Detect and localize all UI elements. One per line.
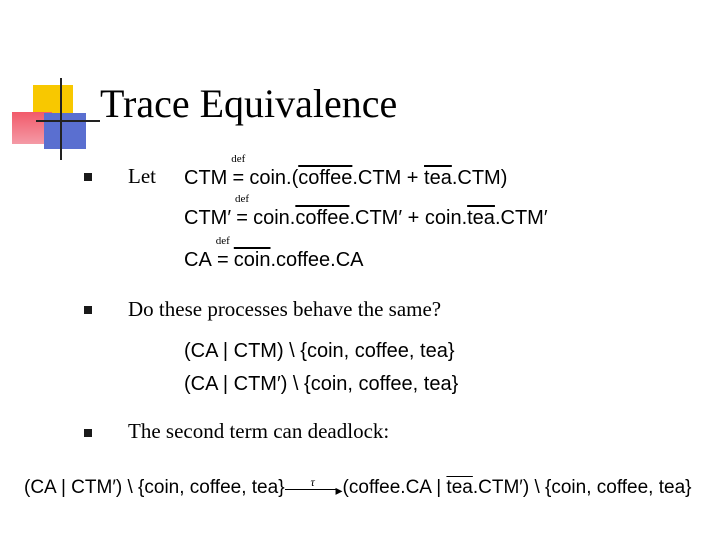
def-equals-symbol: def = [231, 153, 246, 189]
square-bullet-icon [84, 306, 92, 314]
decor-blue-square [44, 113, 86, 149]
definition-ctm-prime: CTM′ def = coin.coffee.CTM′ + $coin.\overline{tea}.CTM'$ [184, 193, 548, 229]
square-bullet-icon [84, 429, 92, 437]
deadlock-transition: (CA | CTM′) \ {coin, coffee, tea} τ ▸ (coffee.CA | $\overline{tea}.CTM'$) \ {coin, coffee, tea} [24, 475, 692, 498]
transition-target: (coffee.CA | [342, 477, 447, 498]
term-ca-ctm: (CA | CTM) \ {coin, coffee, tea} [184, 340, 455, 362]
transition-source: (CA | CTM′) \ {coin, coffee, tea} [24, 477, 285, 498]
bullet-deadlock: The second term can deadlock: [128, 419, 390, 443]
def-equals-symbol: def = [235, 193, 250, 229]
slide-title: Trace Equivalence [100, 81, 398, 126]
square-bullet-icon [84, 173, 92, 181]
def-equals-symbol: def = [215, 235, 230, 271]
tau-arrow-icon: τ ▸ [285, 476, 343, 500]
term-ca-ctm-prime: (CA | CTM′) \ {coin, coffee, tea} [184, 373, 459, 395]
definition-ca: CA def = coin.coffee.CA [184, 235, 364, 271]
definition-ctm: CTM def = coin.(coffee.CTM + $\overline{tea}.CTM$) [184, 153, 508, 189]
decor-vertical-line [60, 78, 62, 160]
bullet-let: Let [128, 164, 156, 188]
decor-horizontal-line [36, 120, 100, 122]
def-lhs: CA [184, 249, 212, 271]
bullet-question: Do these processes behave the same? [128, 297, 442, 321]
def-lhs: CTM′ [184, 207, 232, 229]
def-lhs: CTM [184, 167, 228, 189]
